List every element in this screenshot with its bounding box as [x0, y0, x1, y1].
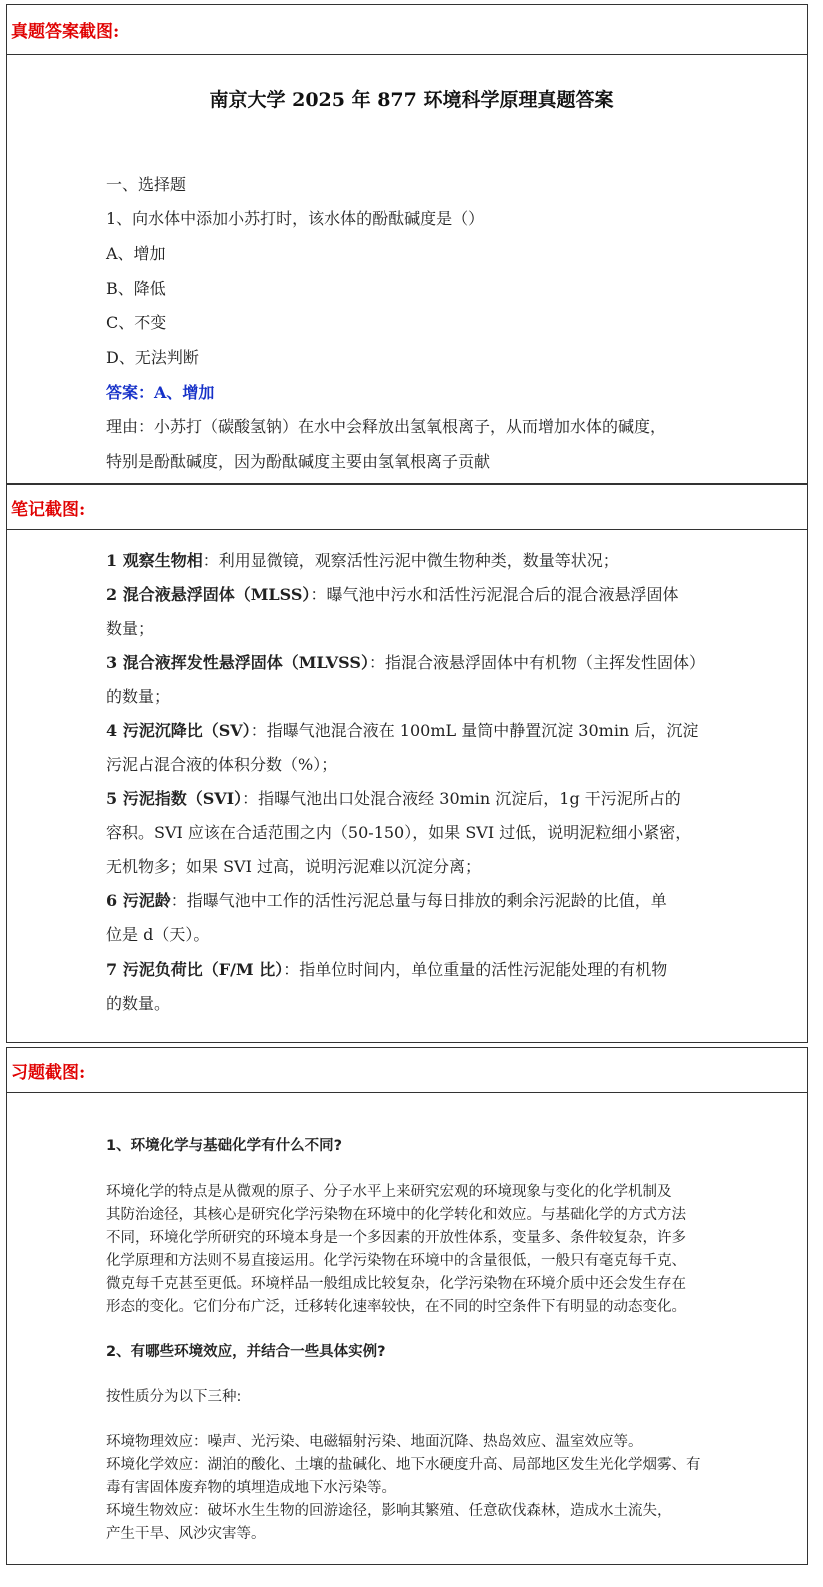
exercise-effect-line: 环境生物效应：破坏水生生物的回游途径，影响其繁殖、任意砍伐森林，造成水土流失， — [106, 1503, 672, 1519]
page-title: 南京大学 2025 年 877 环境科学原理真题答案 — [209, 89, 614, 111]
reason-line: 特别是酚酞碱度，因为酚酞碱度主要由氢氧根离子贡献 — [106, 452, 491, 471]
exercise-paragraph-line: 环境化学的特点是从微观的原子、分子水平上来研究宏观的环境现象与变化的化学机制及 — [106, 1184, 672, 1200]
note-item — [106, 650, 705, 673]
note-term: 1 观察生物相 — [106, 551, 203, 570]
note-text: ：指曝气池混合液在 100mL 量筒中静置沉淀 30min 后，沉淀 — [250, 721, 699, 740]
option-b: B、降低 — [106, 279, 166, 298]
note-text: 的数量； — [106, 687, 171, 706]
note-item — [106, 718, 698, 741]
section-header-notes — [6, 484, 808, 530]
note-text: ：指单位时间内，单位重量的活性污泥能处理的有机物 — [283, 960, 668, 979]
note-item — [106, 582, 678, 605]
note-text: 位是 d（天）。 — [106, 925, 210, 944]
note-term: 2 混合液悬浮固体（MLSS） — [106, 585, 311, 604]
reason-line: 理由：小苏打（碳酸氢钠）在水中会释放出氢氧根离子，从而增加水体的碱度， — [106, 417, 667, 436]
note-term: 6 污泥龄 — [106, 891, 171, 910]
note-item — [106, 888, 667, 911]
question-text: 1、向水体中添加小苏打时，该水体的酚酞碱度是（） — [106, 209, 485, 228]
note-item — [106, 786, 681, 809]
note-text: 污泥占混合液的体积分数（%）； — [106, 755, 338, 774]
option-c: C、不变 — [106, 313, 167, 332]
section-heading: 一、选择题 — [106, 175, 187, 194]
note-item — [106, 548, 619, 571]
exercise-effect-line: 环境化学效应：湖泊的酸化、土壤的盐碱化、地下水硬度升高、局部地区发生光化学烟雾、有 — [106, 1457, 701, 1473]
option-a: A、增加 — [106, 244, 166, 263]
note-text: 的数量。 — [106, 994, 171, 1013]
section-header-exercises-label: 习题截图: — [11, 1062, 86, 1083]
note-item — [106, 957, 667, 980]
exercise-paragraph-line: 不同，环境化学所研究的环境本身是一个多因素的开放性体系，变量多、条件较复杂，许多 — [106, 1230, 686, 1246]
option-d: D、无法判断 — [106, 348, 199, 367]
exercise-paragraph-line: 微克每千克甚至更低。环境样品一般组成比较复杂，化学污染物在环境介质中还会发生存在 — [106, 1276, 686, 1292]
section-header-notes-label: 笔记截图: — [11, 499, 86, 520]
answer-text: 答案：A、增加 — [106, 383, 215, 402]
section-header-answers-label: 真题答案截图: — [11, 22, 120, 42]
note-text: ：曝气池中污水和活性污泥混合后的混合液悬浮固体 — [310, 585, 679, 604]
note-term: 4 污泥沉降比（SV） — [106, 721, 251, 740]
section-header-exercises — [6, 1047, 808, 1093]
note-text: ：指曝气池中工作的活性污泥总量与每日排放的剩余污泥龄的比值，单 — [170, 891, 667, 910]
note-term: 7 污泥负荷比（F/M 比） — [106, 960, 284, 979]
note-text: ：指曝气池出口处混合液经 30min 沉淀后，1g 干污泥所占的 — [242, 789, 681, 808]
exercise-question: 2、有哪些环境效应，并结合一些具体实例? — [106, 1344, 386, 1360]
exercise-paragraph-line: 其防治途径，其核心是研究化学污染物在环境中的化学转化和效应。与基础化学的方式方法 — [106, 1207, 686, 1223]
exercise-paragraph-line: 化学原理和方法则不易直接运用。化学污染物在环境中的含量很低，一般只有毫克每千克、 — [106, 1253, 686, 1269]
note-term: 5 污泥指数（SVI） — [106, 789, 243, 808]
note-text: 无机物多；如果 SVI 过高，说明污泥难以沉淀分离； — [106, 857, 482, 876]
note-text: ：利用显微镜，观察活性污泥中微生物种类，数量等状况； — [202, 551, 619, 570]
note-text: 容积。SVI 应该在合适范围之内（50-150），如果 SVI 过低，说明泥粒细小紧密， — [106, 823, 692, 842]
note-text: 数量； — [106, 619, 155, 638]
note-text: ：指混合液悬浮固体中有机物（主挥发性固体） — [368, 653, 705, 672]
exercise-effect-line: 毒有害固体废弃物的填埋造成地下水污染等。 — [106, 1480, 396, 1496]
exercise-effect-line: 环境物理效应：噪声、光污染、电磁辐射污染、地面沉降、热岛效应、温室效应等。 — [106, 1434, 643, 1450]
exercise-intro: 按性质分为以下三种: — [106, 1389, 242, 1405]
note-term: 3 混合液挥发性悬浮固体（MLVSS） — [106, 653, 369, 672]
exercise-question: 1、环境化学与基础化学有什么不同? — [106, 1138, 342, 1154]
section-header-answers — [6, 4, 808, 55]
exercise-effect-line: 产生干旱、风沙灾害等。 — [106, 1526, 266, 1542]
exercise-paragraph-line: 形态的变化。它们分布广泛，迁移转化速率较快，在不同的时空条件下有明显的动态变化。 — [106, 1299, 686, 1315]
